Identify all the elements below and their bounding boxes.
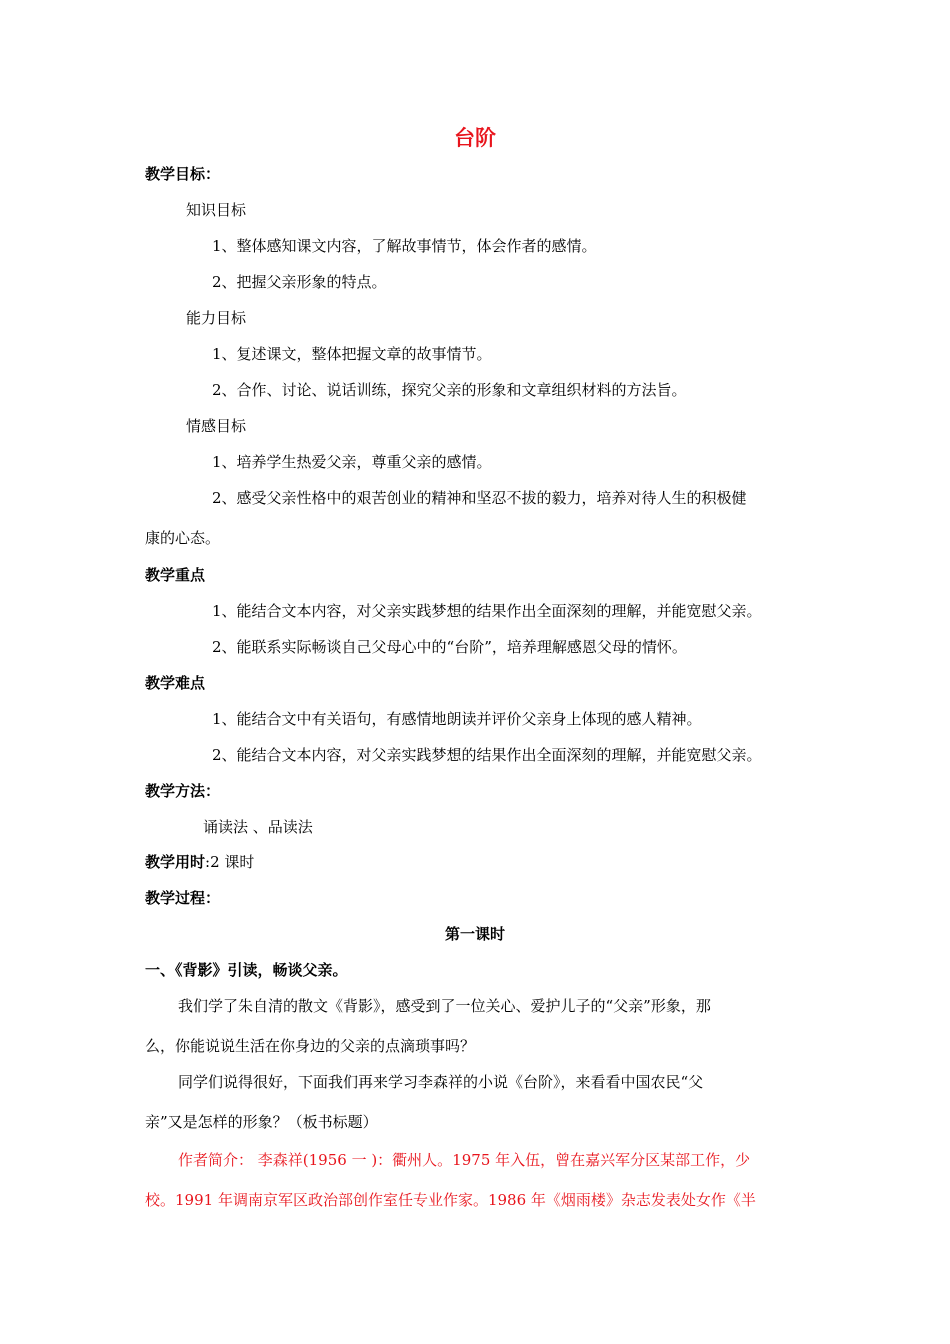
paragraph-1-line-1: 我们学了朱自清的散文《背影》，感受到了一位关心、爱护儿子的“父亲”形象，那 xyxy=(178,997,711,1015)
difficulty-1: 1、能结合文中有关语句，有感情地朗读并评价父亲身上体现的感人精神。 xyxy=(212,710,702,728)
ability-item-1: 1、复述课文，整体把握文章的故事情节。 xyxy=(212,345,492,363)
methods-heading: 教学方法： xyxy=(145,782,221,800)
lesson1-heading: 第一课时 xyxy=(444,925,505,943)
author-intro-line-1: 作者简介： 李森祥(1956 一 )：衢州人。1975 年入伍，曾在嘉兴军分区某部工作，少 xyxy=(178,1151,751,1169)
key-points-heading: 教学重点 xyxy=(145,566,206,584)
difficulties-heading: 教学难点 xyxy=(145,674,206,692)
knowledge-item-1: 1、整体感知课文内容，了解故事情节，体会作者的感情。 xyxy=(212,237,597,255)
section1-heading: 一、《背影》引读，畅谈父亲。 xyxy=(145,961,348,979)
paragraph-2-line-1: 同学们说得很好，下面我们再来学习李森祥的小说《台阶》，来看看中国农民“父 xyxy=(178,1073,704,1091)
difficulty-2: 2、能结合文本内容，对父亲实践梦想的结果作出全面深刻的理解，并能宽慰父亲。 xyxy=(212,746,762,764)
paragraph-1-line-2: 么，你能说说生活在你身边的父亲的点滴琐事吗？ xyxy=(145,1037,476,1055)
ability-item-2: 2、合作、讨论、说话训练，探究父亲的形象和文章组织材料的方法旨。 xyxy=(212,381,687,399)
duration-line xyxy=(145,852,254,872)
emotion-item-1: 1、培养学生热爱父亲，尊重父亲的感情。 xyxy=(212,453,492,471)
ability-objectives-label: 能力目标 xyxy=(186,309,247,327)
author-intro-line-2: 校。1991 年调南京军区政治部创作室任专业作家。1986 年《烟雨楼》杂志发表处女作《半 xyxy=(145,1191,756,1209)
duration-value: :2 课时 xyxy=(205,853,255,871)
key-point-2: 2、能联系实际畅谈自己父母心中的“台阶”，培养理解感恩父母的情怀。 xyxy=(212,638,687,656)
paragraph-2-line-2: 亲”又是怎样的形象？（板书标题） xyxy=(145,1113,378,1131)
objectives-heading: 教学目标： xyxy=(145,165,221,183)
knowledge-item-2: 2、把握父亲形象的特点。 xyxy=(212,273,387,291)
emotion-item-2-continued: 康的心态。 xyxy=(145,529,221,547)
page-title: 台阶 xyxy=(454,125,496,150)
emotion-objectives-label: 情感目标 xyxy=(186,417,247,435)
process-heading: 教学过程： xyxy=(145,889,221,907)
duration-heading: 教学用时 xyxy=(145,853,206,871)
emotion-item-2: 2、感受父亲性格中的艰苦创业的精神和坚忍不拔的毅力，培养对待人生的积极健 xyxy=(212,489,747,507)
methods-value: 诵读法 、品读法 xyxy=(203,818,313,836)
key-point-1: 1、能结合文本内容，对父亲实践梦想的结果作出全面深刻的理解，并能宽慰父亲。 xyxy=(212,602,762,620)
knowledge-objectives-label: 知识目标 xyxy=(186,201,247,219)
